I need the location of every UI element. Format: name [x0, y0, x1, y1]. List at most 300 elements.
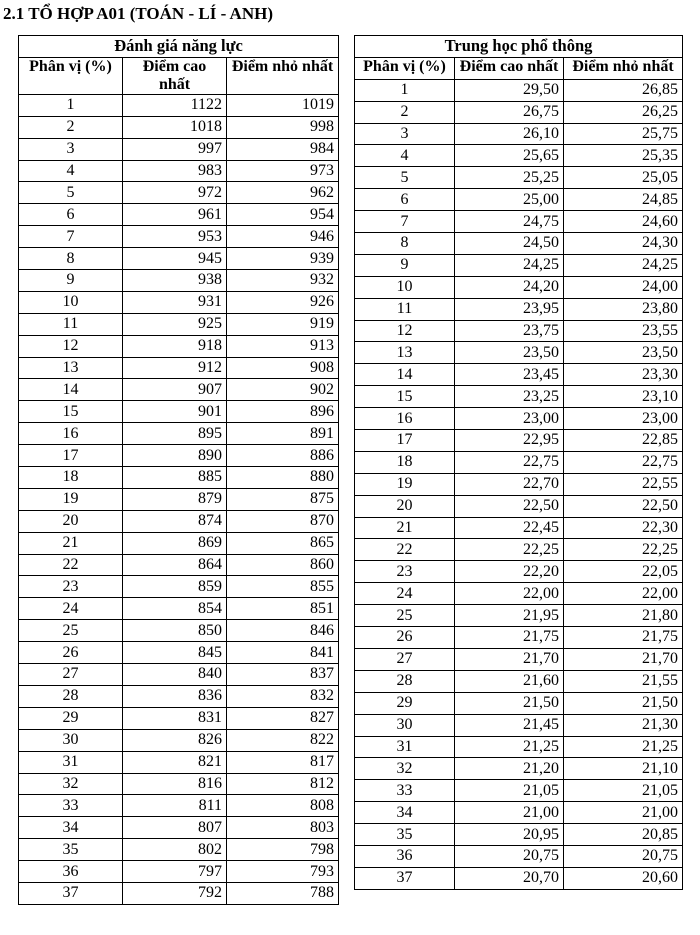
- max-score-cell: 29,50: [455, 79, 564, 101]
- percentile-cell: 11: [355, 298, 455, 320]
- max-score-cell: 821: [123, 751, 227, 773]
- min-score-cell: 793: [227, 861, 339, 883]
- table-row: [19, 160, 339, 182]
- min-score-cell: 21,30: [564, 714, 683, 736]
- min-score-cell: 851: [227, 598, 339, 620]
- max-score-cell: 21,50: [455, 692, 564, 714]
- percentile-cell: 4: [19, 160, 123, 182]
- table-row: [19, 467, 339, 489]
- percentile-cell: 37: [355, 867, 455, 889]
- percentile-cell: 36: [19, 861, 123, 883]
- section-title: 2.1 TỔ HỢP A01 (TOÁN - LÍ - ANH): [3, 4, 273, 23]
- table-row: [19, 423, 339, 445]
- min-score-cell: 23,00: [564, 408, 683, 430]
- min-score-cell: 939: [227, 248, 339, 270]
- table-row: [355, 233, 683, 255]
- percentile-cell: 15: [355, 386, 455, 408]
- min-score-cell: 21,75: [564, 627, 683, 649]
- percentile-cell: 18: [19, 467, 123, 489]
- table-row: [19, 357, 339, 379]
- table-row: [19, 685, 339, 707]
- percentile-cell: 2: [19, 116, 123, 138]
- min-score-cell: 22,50: [564, 495, 683, 517]
- table-row: [355, 189, 683, 211]
- max-score-cell: 25,25: [455, 167, 564, 189]
- percentile-cell: 12: [355, 320, 455, 342]
- max-score-cell: 23,95: [455, 298, 564, 320]
- min-score-cell: 902: [227, 379, 339, 401]
- max-score-cell: 24,50: [455, 233, 564, 255]
- table-row: [355, 539, 683, 561]
- min-score-cell: 23,30: [564, 364, 683, 386]
- percentile-cell: 25: [355, 605, 455, 627]
- max-score-cell: 807: [123, 817, 227, 839]
- table-row: [355, 320, 683, 342]
- min-score-cell: 860: [227, 554, 339, 576]
- max-score-cell: 907: [123, 379, 227, 401]
- max-score-cell: 831: [123, 707, 227, 729]
- percentile-cell: 6: [355, 189, 455, 211]
- max-score-cell: 23,25: [455, 386, 564, 408]
- max-score-cell: 23,75: [455, 320, 564, 342]
- max-score-cell: 874: [123, 510, 227, 532]
- max-score-cell: 21,25: [455, 736, 564, 758]
- percentile-cell: 21: [19, 532, 123, 554]
- percentile-cell: 11: [19, 313, 123, 335]
- percentile-cell: 15: [19, 401, 123, 423]
- table-row: [19, 204, 339, 226]
- percentile-cell: 33: [19, 795, 123, 817]
- percentile-cell: 37: [19, 882, 123, 904]
- table-trung-hoc-pho-thong: [354, 35, 683, 890]
- min-score-cell: 24,60: [564, 211, 683, 233]
- percentile-cell: 30: [355, 714, 455, 736]
- table-row: [355, 648, 683, 670]
- table-row: [355, 670, 683, 692]
- min-score-cell: 23,55: [564, 320, 683, 342]
- percentile-cell: 34: [19, 817, 123, 839]
- max-score-cell: 931: [123, 291, 227, 313]
- max-score-cell: 22,95: [455, 430, 564, 452]
- table-row: [355, 583, 683, 605]
- min-score-cell: 908: [227, 357, 339, 379]
- max-score-cell: 1018: [123, 116, 227, 138]
- max-score-cell: 22,45: [455, 517, 564, 539]
- max-score-cell: 961: [123, 204, 227, 226]
- percentile-cell: 1: [355, 79, 455, 101]
- table-row: [19, 94, 339, 116]
- percentile-cell: 36: [355, 845, 455, 867]
- percentile-cell: 31: [355, 736, 455, 758]
- max-score-cell: 945: [123, 248, 227, 270]
- min-score-cell: 21,05: [564, 780, 683, 802]
- percentile-cell: 7: [355, 211, 455, 233]
- max-score-cell: 972: [123, 182, 227, 204]
- min-score-cell: 22,05: [564, 561, 683, 583]
- max-score-cell: 1122: [123, 94, 227, 116]
- percentile-cell: 24: [355, 583, 455, 605]
- table-row: [355, 627, 683, 649]
- max-score-cell: 21,00: [455, 802, 564, 824]
- min-score-cell: 841: [227, 642, 339, 664]
- table-row: [355, 561, 683, 583]
- min-score-cell: 832: [227, 685, 339, 707]
- max-score-cell: 792: [123, 882, 227, 904]
- max-score-cell: 811: [123, 795, 227, 817]
- table-row: [355, 364, 683, 386]
- table-row: [19, 707, 339, 729]
- percentile-cell: 29: [19, 707, 123, 729]
- max-score-cell: 21,20: [455, 758, 564, 780]
- max-score-cell: 20,95: [455, 824, 564, 846]
- table-row: [355, 167, 683, 189]
- min-score-cell: 22,55: [564, 473, 683, 495]
- table-row: [355, 145, 683, 167]
- table-row: [355, 824, 683, 846]
- min-score-cell: 896: [227, 401, 339, 423]
- max-score-cell: 25,00: [455, 189, 564, 211]
- table-row: [19, 664, 339, 686]
- percentile-cell: 27: [355, 648, 455, 670]
- min-score-cell: 798: [227, 839, 339, 861]
- percentile-cell: 4: [355, 145, 455, 167]
- table-row: [19, 554, 339, 576]
- min-score-cell: 803: [227, 817, 339, 839]
- min-score-cell: 954: [227, 204, 339, 226]
- table-row: [19, 882, 339, 904]
- percentile-cell: 28: [355, 670, 455, 692]
- max-score-cell: 912: [123, 357, 227, 379]
- table-row: [355, 867, 683, 889]
- table-row: [19, 138, 339, 160]
- percentile-cell: 33: [355, 780, 455, 802]
- min-score-cell: 23,50: [564, 342, 683, 364]
- max-score-cell: 845: [123, 642, 227, 664]
- table-row: [19, 795, 339, 817]
- percentile-cell: 17: [355, 430, 455, 452]
- min-score-cell: 837: [227, 664, 339, 686]
- max-score-cell: 22,70: [455, 473, 564, 495]
- table-row: [19, 226, 339, 248]
- table-body: [355, 79, 683, 889]
- table-row: [19, 773, 339, 795]
- group-header: Đánh giá năng lực: [19, 36, 339, 58]
- table-row: [355, 605, 683, 627]
- percentile-cell: 10: [19, 291, 123, 313]
- table-row: [355, 430, 683, 452]
- percentile-cell: 34: [355, 802, 455, 824]
- table-row: [355, 298, 683, 320]
- percentile-cell: 27: [19, 664, 123, 686]
- max-score-cell: 25,65: [455, 145, 564, 167]
- table-row: [355, 211, 683, 233]
- min-score-cell: 21,70: [564, 648, 683, 670]
- table-row: [19, 313, 339, 335]
- max-score-cell: 953: [123, 226, 227, 248]
- table-row: [355, 758, 683, 780]
- max-score-cell: 997: [123, 138, 227, 160]
- table-row: [355, 692, 683, 714]
- min-score-cell: 26,25: [564, 101, 683, 123]
- percentile-cell: 6: [19, 204, 123, 226]
- table-row: [19, 729, 339, 751]
- percentile-cell: 31: [19, 751, 123, 773]
- max-score-cell: 24,20: [455, 276, 564, 298]
- table-row: [19, 839, 339, 861]
- max-score-cell: 854: [123, 598, 227, 620]
- min-score-cell: 21,50: [564, 692, 683, 714]
- max-score-cell: 20,70: [455, 867, 564, 889]
- min-score-cell: 25,05: [564, 167, 683, 189]
- percentile-cell: 3: [355, 123, 455, 145]
- max-score-cell: 22,75: [455, 451, 564, 473]
- max-score-cell: 23,45: [455, 364, 564, 386]
- table-row: [355, 79, 683, 101]
- min-score-cell: 25,35: [564, 145, 683, 167]
- max-score-cell: 21,60: [455, 670, 564, 692]
- percentile-cell: 16: [19, 423, 123, 445]
- max-score-cell: 983: [123, 160, 227, 182]
- min-score-cell: 21,00: [564, 802, 683, 824]
- percentile-cell: 22: [355, 539, 455, 561]
- min-score-cell: 846: [227, 620, 339, 642]
- min-score-cell: 22,85: [564, 430, 683, 452]
- max-score-cell: 21,45: [455, 714, 564, 736]
- percentile-cell: 23: [355, 561, 455, 583]
- min-score-cell: 984: [227, 138, 339, 160]
- min-score-cell: 23,10: [564, 386, 683, 408]
- table-row: [355, 386, 683, 408]
- percentile-cell: 22: [19, 554, 123, 576]
- percentile-cell: 13: [19, 357, 123, 379]
- percentile-cell: 14: [19, 379, 123, 401]
- percentile-cell: 32: [355, 758, 455, 780]
- column-header-min-score: Điểm nhỏ nhất: [227, 57, 339, 94]
- min-score-cell: 23,80: [564, 298, 683, 320]
- table-row: [355, 780, 683, 802]
- percentile-cell: 10: [355, 276, 455, 298]
- min-score-cell: 926: [227, 291, 339, 313]
- max-score-cell: 850: [123, 620, 227, 642]
- min-score-cell: 21,80: [564, 605, 683, 627]
- max-score-cell: 816: [123, 773, 227, 795]
- min-score-cell: 822: [227, 729, 339, 751]
- min-score-cell: 891: [227, 423, 339, 445]
- column-header-min-score: Điểm nhỏ nhất: [564, 57, 683, 79]
- percentile-cell: 5: [19, 182, 123, 204]
- percentile-cell: 8: [355, 233, 455, 255]
- min-score-cell: 22,00: [564, 583, 683, 605]
- max-score-cell: 21,70: [455, 648, 564, 670]
- max-score-cell: 826: [123, 729, 227, 751]
- table-row: [19, 401, 339, 423]
- group-header: Trung học phổ thông: [355, 36, 683, 58]
- min-score-cell: 21,55: [564, 670, 683, 692]
- min-score-cell: 913: [227, 335, 339, 357]
- min-score-cell: 998: [227, 116, 339, 138]
- table-row: [19, 248, 339, 270]
- table-row: [355, 451, 683, 473]
- percentile-cell: 35: [355, 824, 455, 846]
- max-score-cell: 23,00: [455, 408, 564, 430]
- min-score-cell: 973: [227, 160, 339, 182]
- min-score-cell: 827: [227, 707, 339, 729]
- max-score-cell: 22,20: [455, 561, 564, 583]
- min-score-cell: 962: [227, 182, 339, 204]
- table-row: [19, 270, 339, 292]
- table-row: [19, 620, 339, 642]
- percentile-cell: 19: [19, 488, 123, 510]
- max-score-cell: 879: [123, 488, 227, 510]
- table-row: [19, 576, 339, 598]
- percentile-cell: 12: [19, 335, 123, 357]
- min-score-cell: 20,60: [564, 867, 683, 889]
- min-score-cell: 21,10: [564, 758, 683, 780]
- max-score-cell: 22,25: [455, 539, 564, 561]
- max-score-cell: 24,75: [455, 211, 564, 233]
- table-row: [355, 254, 683, 276]
- percentile-cell: 5: [355, 167, 455, 189]
- column-header-percentile: Phân vị (%): [19, 57, 123, 94]
- max-score-cell: 22,00: [455, 583, 564, 605]
- min-score-cell: 880: [227, 467, 339, 489]
- table-row: [355, 736, 683, 758]
- min-score-cell: 875: [227, 488, 339, 510]
- min-score-cell: 788: [227, 882, 339, 904]
- table-row: [355, 495, 683, 517]
- percentile-cell: 29: [355, 692, 455, 714]
- table-row: [19, 510, 339, 532]
- min-score-cell: 812: [227, 773, 339, 795]
- min-score-cell: 865: [227, 532, 339, 554]
- min-score-cell: 24,00: [564, 276, 683, 298]
- min-score-cell: 22,25: [564, 539, 683, 561]
- max-score-cell: 22,50: [455, 495, 564, 517]
- table-row: [19, 445, 339, 467]
- table-row: [19, 532, 339, 554]
- min-score-cell: 855: [227, 576, 339, 598]
- min-score-cell: 817: [227, 751, 339, 773]
- percentile-cell: 1: [19, 94, 123, 116]
- percentile-cell: 26: [19, 642, 123, 664]
- table-row: [19, 488, 339, 510]
- min-score-cell: 1019: [227, 94, 339, 116]
- percentile-cell: 14: [355, 364, 455, 386]
- percentile-cell: 30: [19, 729, 123, 751]
- max-score-cell: 802: [123, 839, 227, 861]
- max-score-cell: 840: [123, 664, 227, 686]
- table-row: [355, 802, 683, 824]
- percentile-cell: 24: [19, 598, 123, 620]
- percentile-cell: 17: [19, 445, 123, 467]
- max-score-cell: 20,75: [455, 845, 564, 867]
- percentile-cell: 20: [19, 510, 123, 532]
- min-score-cell: 919: [227, 313, 339, 335]
- max-score-cell: 938: [123, 270, 227, 292]
- min-score-cell: 26,85: [564, 79, 683, 101]
- percentile-cell: 3: [19, 138, 123, 160]
- min-score-cell: 932: [227, 270, 339, 292]
- max-score-cell: 21,95: [455, 605, 564, 627]
- percentile-cell: 7: [19, 226, 123, 248]
- percentile-cell: 26: [355, 627, 455, 649]
- percentile-cell: 8: [19, 248, 123, 270]
- min-score-cell: 22,75: [564, 451, 683, 473]
- column-header-max-score: Điểm cao nhất: [455, 57, 564, 79]
- table-row: [19, 335, 339, 357]
- table-row: [355, 123, 683, 145]
- max-score-cell: 895: [123, 423, 227, 445]
- min-score-cell: 808: [227, 795, 339, 817]
- max-score-cell: 26,75: [455, 101, 564, 123]
- table-row: [355, 101, 683, 123]
- max-score-cell: 21,75: [455, 627, 564, 649]
- max-score-cell: 24,25: [455, 254, 564, 276]
- table-row: [19, 291, 339, 313]
- percentile-cell: 35: [19, 839, 123, 861]
- percentile-cell: 20: [355, 495, 455, 517]
- max-score-cell: 797: [123, 861, 227, 883]
- percentile-cell: 13: [355, 342, 455, 364]
- percentile-cell: 28: [19, 685, 123, 707]
- percentile-cell: 21: [355, 517, 455, 539]
- max-score-cell: 21,05: [455, 780, 564, 802]
- table-row: [355, 408, 683, 430]
- max-score-cell: 859: [123, 576, 227, 598]
- min-score-cell: 24,85: [564, 189, 683, 211]
- max-score-cell: 836: [123, 685, 227, 707]
- percentile-cell: 18: [355, 451, 455, 473]
- min-score-cell: 22,30: [564, 517, 683, 539]
- max-score-cell: 901: [123, 401, 227, 423]
- table-row: [19, 861, 339, 883]
- min-score-cell: 25,75: [564, 123, 683, 145]
- percentile-cell: 19: [355, 473, 455, 495]
- table-row: [19, 379, 339, 401]
- min-score-cell: 870: [227, 510, 339, 532]
- max-score-cell: 885: [123, 467, 227, 489]
- max-score-cell: 26,10: [455, 123, 564, 145]
- column-header-percentile: Phân vị (%): [355, 57, 455, 79]
- min-score-cell: 946: [227, 226, 339, 248]
- table-row: [19, 817, 339, 839]
- table-body: [19, 94, 339, 904]
- percentile-cell: 23: [19, 576, 123, 598]
- table-row: [355, 342, 683, 364]
- max-score-cell: 864: [123, 554, 227, 576]
- table-row: [355, 473, 683, 495]
- table-row: [355, 714, 683, 736]
- max-score-cell: 23,50: [455, 342, 564, 364]
- percentile-cell: 9: [19, 270, 123, 292]
- max-score-cell: 918: [123, 335, 227, 357]
- table-row: [355, 276, 683, 298]
- table-row: [19, 751, 339, 773]
- min-score-cell: 20,85: [564, 824, 683, 846]
- table-row: [355, 845, 683, 867]
- column-header-max-score: Điểm cao nhất: [123, 57, 227, 94]
- percentile-cell: 32: [19, 773, 123, 795]
- max-score-cell: 869: [123, 532, 227, 554]
- table-row: [355, 517, 683, 539]
- table-row: [19, 182, 339, 204]
- percentile-cell: 16: [355, 408, 455, 430]
- table-danh-gia-nang-luc: [18, 35, 339, 905]
- max-score-cell: 925: [123, 313, 227, 335]
- min-score-cell: 886: [227, 445, 339, 467]
- table-row: [19, 598, 339, 620]
- min-score-cell: 20,75: [564, 845, 683, 867]
